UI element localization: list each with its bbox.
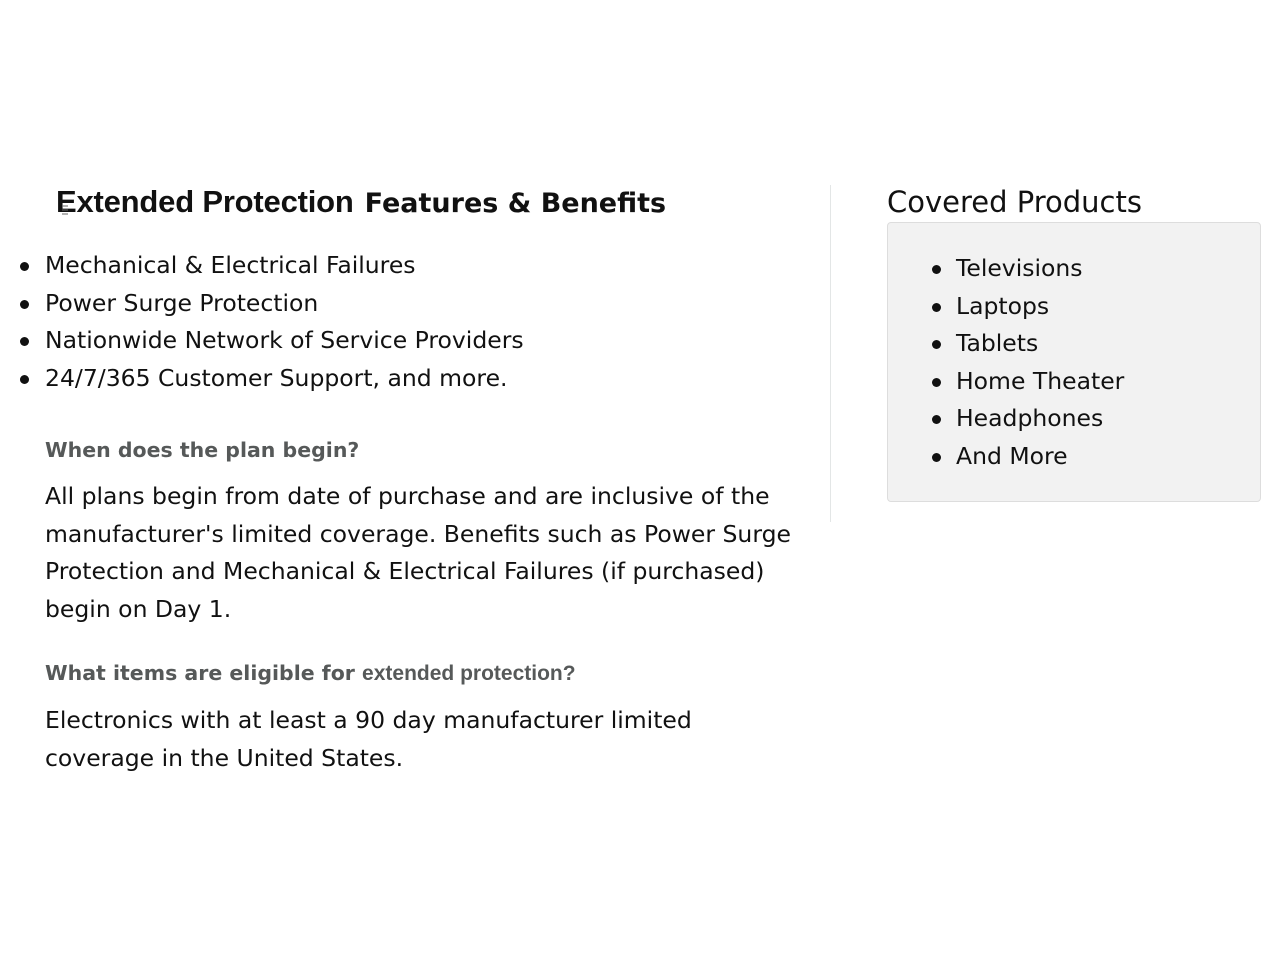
faq-answer: Electronics with at least a 90 day manufacturer limited coverage in the United States. bbox=[45, 706, 692, 772]
feature-item: Nationwide Network of Service Providers bbox=[0, 322, 524, 360]
features-title bbox=[56, 180, 666, 234]
covered-products-box bbox=[887, 222, 1261, 502]
features-list bbox=[0, 247, 524, 397]
covered-products-title: Covered Products bbox=[887, 185, 1142, 219]
covered-product-item: Laptops bbox=[888, 288, 1124, 326]
faq-question: When does the plan begin? bbox=[45, 438, 360, 462]
covered-product-item: Tablets bbox=[888, 325, 1124, 363]
faq-question bbox=[45, 659, 576, 688]
feature-item: Mechanical & Electrical Failures bbox=[0, 247, 524, 285]
covered-products-section bbox=[887, 180, 1261, 470]
covered-product-item: Televisions bbox=[888, 250, 1124, 288]
faq-answer: All plans begin from date of purchase and are inclusive of the manufacturer's limited coverage. Benefits such as Power Surge Protection and Mechanical & Electrical Failures (if purchased) begin on Day 1. bbox=[45, 482, 791, 623]
text-cursor-icon bbox=[61, 205, 69, 215]
features-title-part1: Extended Protection bbox=[56, 184, 354, 219]
covered-product-item: Home Theater bbox=[888, 363, 1124, 401]
covered-product-item: And More bbox=[888, 438, 1124, 476]
features-title-part2: Features & Benefits bbox=[364, 188, 667, 219]
faq-question-part2: extended protection? bbox=[362, 662, 576, 685]
covered-products-list bbox=[888, 250, 1124, 476]
faq-question-part1: What items are eligible for bbox=[45, 661, 363, 685]
covered-product-item: Headphones bbox=[888, 400, 1124, 438]
column-divider bbox=[830, 185, 831, 522]
feature-item: 24/7/365 Customer Support, and more. bbox=[0, 360, 524, 398]
feature-item: Power Surge Protection bbox=[0, 285, 524, 323]
